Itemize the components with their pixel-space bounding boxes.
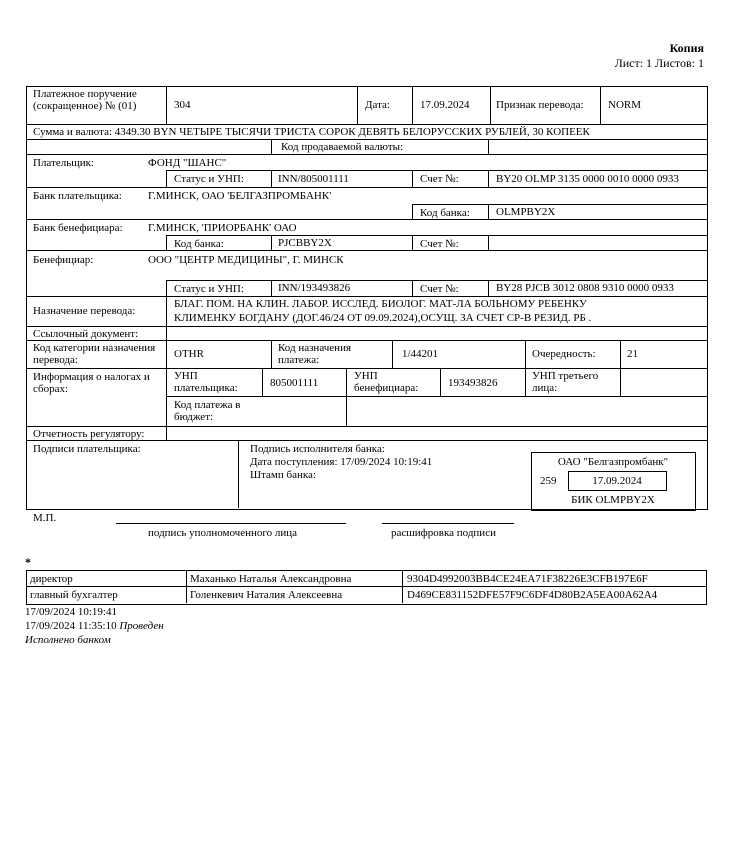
processed-status: Проведен <box>119 620 164 632</box>
payer-account: BY20 OLMP 3135 0000 0010 0000 0933 <box>496 173 679 185</box>
regulator-label: Отчетность регулятору: <box>33 428 145 440</box>
beneficiary-name: ООО "ЦЕНТР МЕДИЦИНЫ", Г. МИНСК <box>148 254 344 266</box>
payer-status: INN/805001111 <box>278 173 349 185</box>
beneficiary-bank-code: PJCBBY2X <box>278 237 332 249</box>
signer-role: директор <box>30 573 73 585</box>
payer-status-label: Статус и УНП: <box>174 173 244 185</box>
budget-code-label: Код платежа в бюджет: <box>174 399 241 423</box>
signer-name: Маханько Наталья Александровна <box>190 573 352 585</box>
beneficiary-bank-code-label: Код банка: <box>174 238 224 250</box>
beneficiary-bank-name: Г.МИНСК, 'ПРИОРБАНК' ОАО <box>148 222 297 234</box>
purpose-line-1: БЛАГ. ПОМ. НА КЛИН. ЛАБОР. ИССЛЕД. БИОЛОГ. МАТ-ЛА БОЛЬНОМУ РЕБЕНКУ <box>174 298 587 310</box>
received-date: Дата поступления: 17/09/2024 10:19:41 <box>250 456 433 468</box>
transfer-sign-label: Признак перевода: <box>496 99 584 111</box>
ref-doc-label: Ссылочный документ: <box>33 328 139 340</box>
order-label: Платежное поручение (сокращенное) № (01) <box>33 88 137 112</box>
category-code: OTHR <box>174 348 204 360</box>
beneficiary-bank-account-label: Счет №: <box>420 238 459 250</box>
payer-unp-label: УНП плательщика: <box>174 370 238 394</box>
purpose-label: Назначение перевода: <box>33 305 136 317</box>
beneficiary-account-label: Счет №: <box>420 283 459 295</box>
signer-name: Голенкевич Наталия Алексеевна <box>190 589 343 601</box>
bank-executor-sign-label: Подпись исполнителя банка: <box>250 443 385 455</box>
copy-label: Копия <box>669 41 704 55</box>
signer-hash: D469CE831152DFE57F9C6DF4D80B2A5EA00A62A4 <box>407 589 658 601</box>
beneficiary-unp: 193493826 <box>448 377 498 389</box>
order-number: 304 <box>174 99 191 111</box>
purpose-code-label: Код назначения платежа: <box>278 342 352 366</box>
priority-value: 21 <box>627 348 638 360</box>
sheet-counter: Лист: 1 Листов: 1 <box>614 56 704 70</box>
payer-name: ФОНД "ШАНС" <box>148 157 227 169</box>
sold-currency-label: Код продаваемой валюты: <box>281 141 404 153</box>
beneficiary-status: INN/193493826 <box>278 282 351 294</box>
stamp-bank-name: ОАО "Белгазпромбанк" <box>557 456 669 468</box>
asterisk-mark: * <box>25 555 31 569</box>
beneficiary-label: Бенефициар: <box>33 254 94 266</box>
payer-bank-code: OLMPBY2X <box>496 206 556 218</box>
payer-label: Плательщик: <box>33 157 94 169</box>
payer-signatures-label: Подписи плательщика: <box>33 443 141 455</box>
timestamp-processed: 17/09/2024 11:35:10 Проведен <box>25 620 164 632</box>
payer-account-label: Счет №: <box>420 173 459 185</box>
purpose-code: 1/44201 <box>402 348 439 360</box>
authorized-signature-caption: подпись уполномоченного лица <box>148 527 297 539</box>
bank-stamp-label: Штамп банка: <box>250 469 316 481</box>
priority-label: Очередность: <box>532 348 596 360</box>
beneficiary-unp-label: УНП бенефициара: <box>354 370 419 394</box>
category-label: Код категории назначения перевода: <box>33 342 156 366</box>
seal-place-label: М.П. <box>33 512 57 524</box>
amount-line: Сумма и валюта: 4349.30 BYN ЧЕТЫРЕ ТЫСЯЧИ ТРИСТА СОРОК ДЕВЯТЬ БЕЛОРУССКИХ РУБЛЕЙ, 30 КОПЕЕК <box>33 126 590 138</box>
payer-bank-label: Банк плательщика: <box>33 190 122 202</box>
purpose-line-2: КЛИМЕНКУ БОГДАНУ (ДОГ.46/24 ОТ 09.09.2024),ОСУЩ. ЗА СЧЕТ СР-В РЕЗИД. РБ . <box>174 312 592 324</box>
beneficiary-account: BY28 PJCB 3012 0808 9310 0000 0933 <box>496 282 674 294</box>
stamp-code: 259 <box>540 475 557 487</box>
signer-role: главный бухгалтер <box>30 589 118 601</box>
signature-decoding-caption: расшифровка подписи <box>391 527 496 539</box>
payer-bank-code-label: Код банка: <box>420 207 470 219</box>
timestamp-received: 17/09/2024 10:19:41 <box>25 606 117 618</box>
order-date: 17.09.2024 <box>420 99 470 111</box>
payer-bank-name: Г.МИНСК, ОАО 'БЕЛГАЗПРОМБАНК' <box>148 190 332 202</box>
executed-note: Исполнено банком <box>25 634 111 646</box>
taxes-label: Информация о налогах и сборах: <box>33 371 150 395</box>
beneficiary-bank-label: Банк бенефициара: <box>33 222 123 234</box>
signer-hash: 9304D4992003BB4CE24EA71F38226E3CFB197E6F <box>407 573 648 585</box>
third-party-unp-label: УНП третьего лица: <box>532 370 599 394</box>
stamp-date: 17.09.2024 <box>592 475 642 487</box>
beneficiary-status-label: Статус и УНП: <box>174 283 244 295</box>
payer-unp: 805001111 <box>270 377 319 389</box>
stamp-bik: БИК OLMPBY2X <box>571 494 655 506</box>
transfer-sign: NORM <box>608 99 642 111</box>
date-label: Дата: <box>365 99 390 111</box>
